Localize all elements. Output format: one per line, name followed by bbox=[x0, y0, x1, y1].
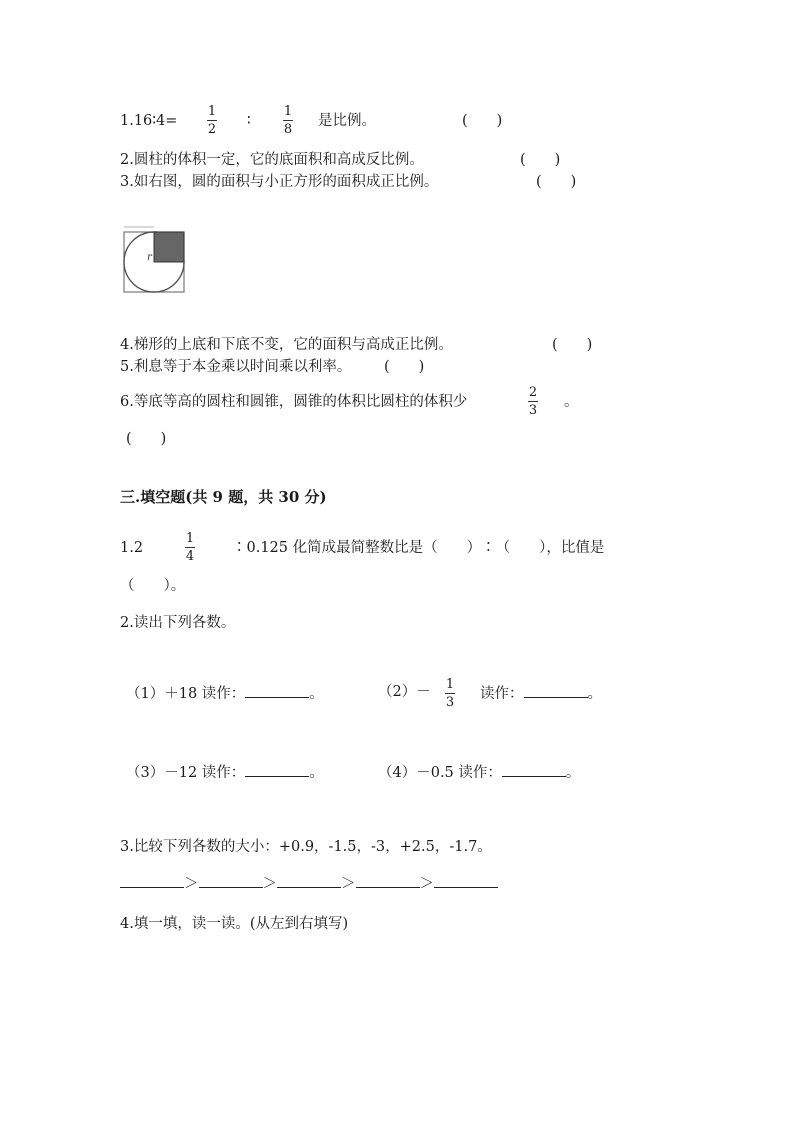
fraction-bar bbox=[207, 120, 217, 121]
judge-q6-text: 6.等底等高的圆柱和圆锥，圆锥的体积比圆柱的体积少 bbox=[120, 394, 468, 410]
judge-q5-answer-paren[interactable]: ( ) bbox=[384, 359, 425, 375]
fraction-denominator: 4 bbox=[185, 549, 195, 564]
judge-q2-text: 2.圆柱的体积一定，它的底面积和高成反比例。 bbox=[120, 152, 424, 168]
fraction-numerator: 1 bbox=[283, 104, 293, 119]
fraction-numerator: 1 bbox=[207, 104, 217, 119]
judge-q4-text: 4.梯形的上底和下底不变，它的面积与高成正比例。 bbox=[120, 337, 453, 353]
fill-q3-text: 3.比较下列各数的大小：+0.9，-1.5，-3，+2.5，-1.7。 bbox=[120, 839, 492, 855]
fraction-bar bbox=[283, 120, 293, 121]
circle-square-figure bbox=[120, 224, 188, 296]
compare-blank-2[interactable] bbox=[199, 873, 263, 888]
item4-label: （4）－0.5 读作： bbox=[378, 765, 502, 781]
fraction-denominator: 2 bbox=[207, 122, 217, 137]
judge-q1-fraction-1 bbox=[207, 104, 217, 137]
item3-label: （3）－12 读作： bbox=[126, 765, 246, 781]
radius-label: r bbox=[147, 252, 152, 263]
fill-q2-title: 2.读出下列各数。 bbox=[120, 615, 236, 631]
judge-q2-answer-paren[interactable]: ( ) bbox=[520, 152, 561, 168]
compare-blank-4[interactable] bbox=[356, 873, 420, 888]
greater-than-sign: ＞ bbox=[341, 876, 356, 892]
item2-period: 。 bbox=[587, 686, 602, 702]
item4-period: 。 bbox=[565, 765, 581, 781]
judge-q1-prefix: 1.16∶4= bbox=[120, 113, 178, 129]
fill-q2-item2-fraction bbox=[445, 677, 455, 710]
fraction-denominator: 8 bbox=[283, 122, 293, 137]
item2-answer-blank[interactable] bbox=[524, 683, 588, 698]
judge-q5-text: 5.利息等于本金乘以时间乘以利率。 bbox=[120, 359, 352, 375]
fraction-numerator: 1 bbox=[185, 531, 195, 546]
compare-blank-1[interactable] bbox=[120, 873, 184, 888]
fraction-bar bbox=[528, 401, 538, 402]
judge-q1-suffix: 是比例。 bbox=[318, 113, 376, 129]
fill-q2-item3 bbox=[126, 762, 324, 782]
section3-heading: 三.填空题(共 9 题，共 30 分) bbox=[120, 488, 327, 506]
greater-than-sign: ＞ bbox=[419, 876, 434, 892]
fill-q1-line2[interactable]: （ ）。 bbox=[120, 578, 186, 594]
judge-q1-colon: ∶ bbox=[247, 113, 251, 129]
judge-q1-fraction-2 bbox=[283, 104, 293, 137]
fill-q2-item2-prefix: （2）－ bbox=[378, 684, 431, 700]
judge-q6-answer-paren[interactable]: ( ) bbox=[126, 431, 167, 447]
item2-label: 读作： bbox=[480, 686, 524, 702]
item1-period: 。 bbox=[309, 686, 324, 702]
item1-label: （1）＋18 读作： bbox=[126, 686, 246, 702]
fill-q2-item1 bbox=[126, 683, 324, 703]
judge-q3-answer-paren[interactable]: ( ) bbox=[536, 174, 577, 190]
item4-answer-blank[interactable] bbox=[502, 762, 566, 777]
judge-q6-fraction bbox=[528, 385, 538, 418]
judge-q6-suffix: 。 bbox=[564, 394, 579, 410]
item1-answer-blank[interactable] bbox=[245, 683, 309, 698]
fill-q2-item2 bbox=[480, 683, 602, 703]
fraction-denominator: 3 bbox=[445, 695, 455, 710]
fill-q2-item4 bbox=[378, 762, 580, 782]
fill-q1-prefix: 1.2 bbox=[120, 540, 144, 556]
judge-q1-answer-paren[interactable]: ( ) bbox=[462, 113, 503, 129]
fraction-numerator: 1 bbox=[445, 677, 455, 692]
item3-period: 。 bbox=[309, 765, 324, 781]
fill-q1-fraction bbox=[185, 531, 195, 564]
fraction-bar bbox=[185, 547, 195, 548]
fraction-bar bbox=[445, 693, 455, 694]
small-square bbox=[154, 232, 184, 262]
fraction-denominator: 3 bbox=[528, 403, 538, 418]
item3-answer-blank[interactable] bbox=[245, 762, 309, 777]
fill-q1-text: ∶0.125 化简成最简整数比是（ ）∶（ ），比值是 bbox=[232, 540, 605, 556]
compare-blank-3[interactable] bbox=[277, 873, 341, 888]
fraction-numerator: 2 bbox=[528, 385, 538, 400]
judge-q4-answer-paren[interactable]: ( ) bbox=[552, 337, 593, 353]
fill-q4-text: 4.填一填，读一读。(从左到右填写) bbox=[120, 916, 349, 932]
greater-than-sign: ＞ bbox=[262, 876, 277, 892]
greater-than-sign: ＞ bbox=[184, 876, 199, 892]
compare-blank-5[interactable] bbox=[434, 873, 498, 888]
judge-q3-text: 3.如右图，圆的面积与小正方形的面积成正比例。 bbox=[120, 174, 439, 190]
fill-q3-compare-row bbox=[120, 873, 498, 893]
